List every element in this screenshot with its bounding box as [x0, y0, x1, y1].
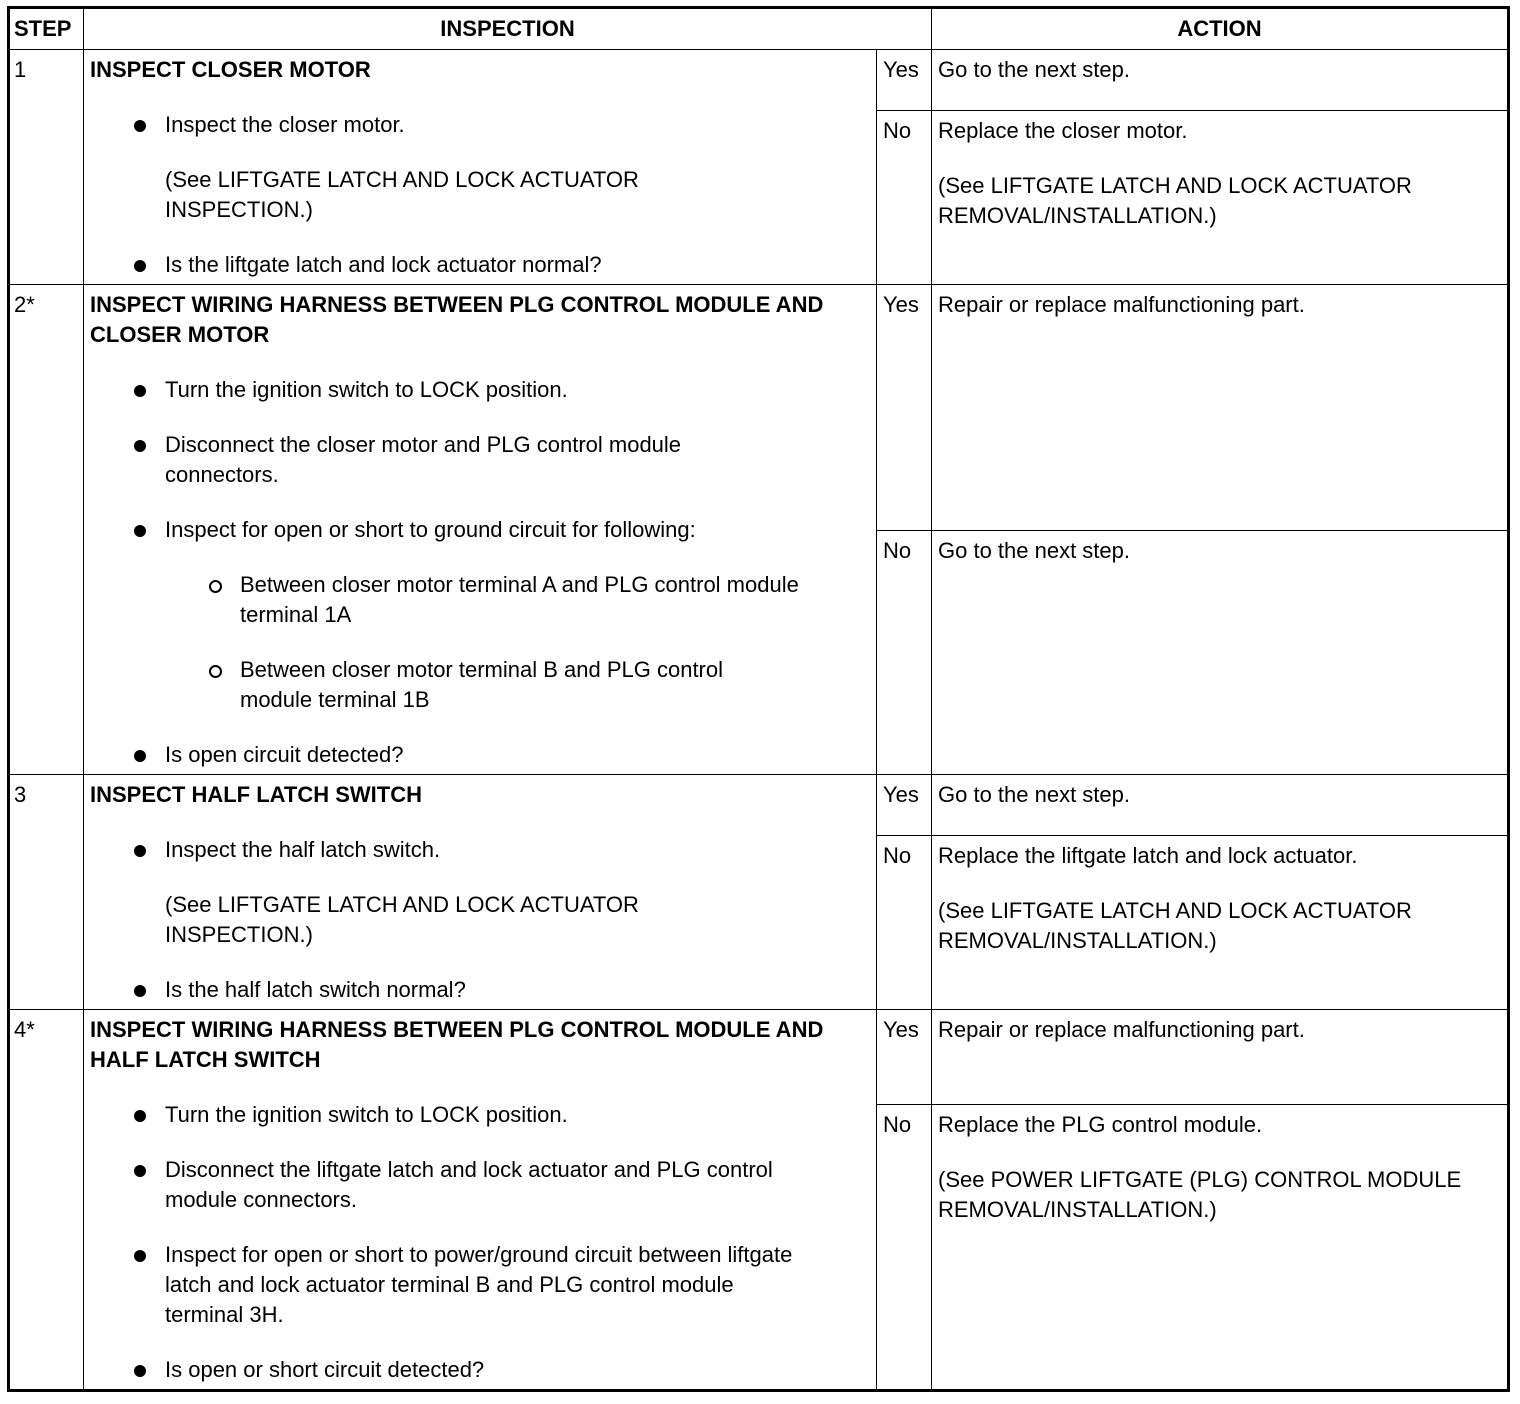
bullet-item: Is open circuit detected? [90, 740, 870, 770]
reference-note: (See LIFTGATE LATCH AND LOCK ACTUATOR REMOVAL/INSTALLATION.) [938, 898, 1412, 953]
step-number: 3 [9, 775, 84, 1010]
action-text: Go to the next step. [938, 57, 1131, 82]
no-label: No [877, 836, 932, 1010]
action-text: Repair or replace malfunctioning part. [938, 1017, 1305, 1042]
bullet-item: Turn the ignition switch to LOCK position. [90, 1100, 870, 1130]
action-text: Replace the liftgate latch and lock actuator. [938, 843, 1358, 868]
step-inspection [84, 285, 877, 775]
action-header: ACTION [932, 8, 1509, 50]
step-inspection [84, 1010, 877, 1391]
step-title: INSPECT CLOSER MOTOR [90, 57, 371, 82]
yes-label: Yes [877, 50, 932, 111]
reference-note: (See LIFTGATE LATCH AND LOCK ACTUATOR INSPECTION.) [165, 892, 639, 947]
no-label: No [877, 1105, 932, 1391]
troubleshooting-table [7, 6, 1510, 1392]
step-3-yes-row [9, 775, 1509, 836]
bullet-item: Inspect for open or short to power/ground circuit between liftgate latch and lock actuator terminal B and PLG control module terminal 3H. [90, 1240, 815, 1330]
header-row [9, 8, 1509, 50]
yes-action [932, 50, 1509, 111]
step-1-yes-row [9, 50, 1509, 111]
bullet-item: Disconnect the closer motor and PLG control module connectors. [90, 430, 785, 490]
step-title: INSPECT WIRING HARNESS BETWEEN PLG CONTROL MODULE AND CLOSER MOTOR [90, 292, 824, 347]
step-number: 2* [9, 285, 84, 775]
step-4-yes-row [9, 1010, 1509, 1105]
no-action [932, 111, 1509, 285]
action-text: Replace the PLG control module. [938, 1112, 1263, 1137]
bullet-item: Disconnect the liftgate latch and lock actuator and PLG control module connectors. [90, 1155, 805, 1215]
reference-note: (See POWER LIFTGATE (PLG) CONTROL MODULE REMOVAL/INSTALLATION.) [938, 1167, 1462, 1222]
step-title: INSPECT WIRING HARNESS BETWEEN PLG CONTROL MODULE AND HALF LATCH SWITCH [90, 1017, 824, 1072]
yes-label: Yes [877, 775, 932, 836]
bullet-item: Is open or short circuit detected? [90, 1355, 870, 1385]
step-number: 1 [9, 50, 84, 285]
action-text: Replace the closer motor. [938, 118, 1188, 143]
step-2-yes-row [9, 285, 1509, 531]
no-action [932, 531, 1509, 775]
action-text: Go to the next step. [938, 538, 1131, 563]
no-action [932, 836, 1509, 1010]
action-text: Repair or replace malfunctioning part. [938, 292, 1305, 317]
inspection-header: INSPECTION [84, 8, 932, 50]
step-number: 4* [9, 1010, 84, 1391]
step-inspection [84, 50, 877, 285]
no-label: No [877, 531, 932, 775]
sub-bullet-item: Between closer motor terminal A and PLG control module terminal 1A [90, 570, 800, 630]
no-label: No [877, 111, 932, 285]
step-inspection [84, 775, 877, 1010]
yes-action [932, 775, 1509, 836]
step-header: STEP [9, 8, 84, 50]
yes-action [932, 1010, 1509, 1105]
no-action [932, 1105, 1509, 1391]
bullet-item: Turn the ignition switch to LOCK position. [90, 375, 870, 405]
reference-note: (See LIFTGATE LATCH AND LOCK ACTUATOR INSPECTION.) [165, 167, 639, 222]
yes-label: Yes [877, 1010, 932, 1105]
bullet-item: Inspect the half latch switch. [90, 835, 870, 865]
bullet-item: Is the liftgate latch and lock actuator normal? [90, 250, 870, 280]
reference-note: (See LIFTGATE LATCH AND LOCK ACTUATOR REMOVAL/INSTALLATION.) [938, 173, 1412, 228]
yes-action [932, 285, 1509, 531]
yes-label: Yes [877, 285, 932, 531]
bullet-item: Inspect for open or short to ground circuit for following: [90, 515, 870, 545]
sub-bullet-item: Between closer motor terminal B and PLG control module terminal 1B [90, 655, 800, 715]
bullet-item: Is the half latch switch normal? [90, 975, 870, 1005]
bullet-item: Inspect the closer motor. [90, 110, 870, 140]
step-title: INSPECT HALF LATCH SWITCH [90, 782, 423, 807]
action-text: Go to the next step. [938, 782, 1131, 807]
